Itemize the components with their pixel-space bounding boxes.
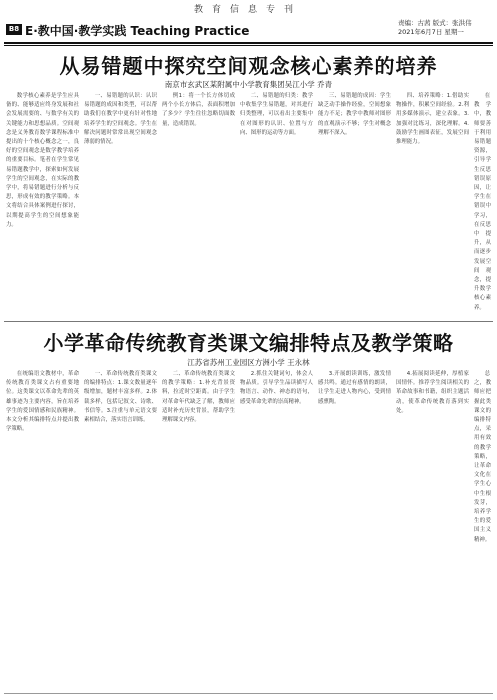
page-number-badge: B8 [6, 24, 22, 35]
article2-column [396, 370, 469, 690]
header-rule [4, 42, 493, 44]
article1-column [474, 92, 491, 318]
paragraph: 二、易错题的归类：教学中收集学生易错题，对其进行归类整理，可以看出主要集中在对图形的认识、位置与方向、图形的运动等方面。 [240, 93, 313, 136]
date-line: 2021年6月7日 星期一 [398, 28, 464, 36]
article2-column [318, 370, 391, 690]
paragraph: 数学核心素养是学生应具备的、能够适应终身发展和社会发展需要的、与数学有关的关键能力和思想品质。空间观念是义务教育数学课程标准中提出的十个核心概念之一，良好的空间观念是数学教学培养的重要目标。笔者在学生常见易错题教学中，探索如何发展学生的空间观念，在实际的教学中，将易错题进行分析与反思，形成有效的教学策略。本文将结合具体案例进行探讨，以期提高学生的空间想象能力。 [6, 93, 79, 228]
article2-column [162, 370, 235, 690]
footer-rule [4, 693, 493, 694]
article-divider [4, 321, 493, 322]
article2-column [84, 370, 157, 690]
article1-column [240, 92, 313, 318]
paragraph: 3.开展朗读训练，激发情感共鸣。通过有感情的朗读，让学生走进人物内心，受到情感熏陶。 [318, 371, 391, 405]
article2-column [6, 370, 79, 690]
article1-column [396, 92, 469, 318]
article1-column [318, 92, 391, 318]
page-meta [398, 19, 493, 37]
article2-title: 小学革命传统教育类课文编排特点及教学策略 [43, 331, 454, 355]
paragraph: 总之，教师应把握此类课文的编排特点，采用有效的教学策略，让革命文化在学生心中生根发芽，培养学生的爱国主义精神。 [474, 371, 491, 543]
article2-column [240, 370, 313, 690]
paragraph: 例1：将一个长方体切成两个小长方体后，表面积增加了多少？学生往往忽略切面数量，造成错误。 [162, 93, 235, 127]
paragraph: 三、易错题的成因：学生缺乏动手操作经验，空间想象能力不足；教学中教师对图形的直观演示不够；学生对概念理解不深入。 [318, 93, 391, 136]
paragraph: 4.拓展阅读延伸，厚植家国情怀。推荐学生阅读相关的革命故事和书籍，组织主题活动，使革命传统教育落到实处。 [396, 371, 469, 414]
editors-line: 责编：古茜 版式：张洪伟 [398, 19, 472, 27]
article1-column [6, 92, 79, 318]
paragraph: 在教学中，教师要善于利用易错题资源，引导学生反思错误原因，让学生在错误中学习，在反思中提升，从而逐步发展空间观念，提升数学核心素养。 [474, 93, 491, 311]
paragraph: 二、革命传统教育类课文的教学策略：1.补充背景资料，拉近时空距离。由于学生对革命年代缺乏了解，教师应适时补充历史背景，帮助学生理解课文内容。 [162, 371, 235, 424]
article1-author: 南京市玄武区某附属中小学教育集团吴江小学 乔青 [164, 80, 333, 89]
article1-column [84, 92, 157, 318]
article1-column [162, 92, 235, 318]
article2-author: 江苏省苏州工业园区方洲小学 王永林 [187, 358, 310, 367]
paragraph: 在统编语文教材中，革命传统教育类课文占有重要地位。这类课文以革命先辈的英雄事迹为主要内容，旨在培养学生的爱国情感和民族精神。本文分析其编排特点并提出教学策略。 [6, 371, 79, 433]
section-title: E·教中国·教学实践 Teaching Practice [25, 24, 250, 38]
paragraph: 四、培养策略：1.借助实物操作，积累空间经验。2.利用多媒体演示，建立表象。3.加强对比练习，深化理解。4.鼓励学生画图表征，发展空间推理能力。 [396, 93, 469, 146]
paragraph: 2.抓住关键词句，体会人物品质。引导学生品读描写人物语言、动作、神态的语句，感受革命先辈的崇高精神。 [240, 371, 313, 405]
header-rule-thin [4, 45, 493, 46]
paragraph: 一、革命传统教育类课文的编排特点：1.课文数量逐年级增加，题材丰富多样。2.体裁多样，包括记叙文、诗歌、书信等。3.注重与单元语文要素相结合，落实语言训练。 [84, 371, 157, 424]
article1-title: 从易错题中探究空间观念核心素养的培养 [59, 54, 438, 78]
newspaper-banner: 教育信息专刊 [193, 5, 302, 15]
paragraph: 一、易错题的认识：认识易错题的成因和类型，可以帮助我们在教学中更有针对性地培养学生的空间观念。学生在解决问题时常常出现空间观念薄弱的情况。 [84, 93, 157, 146]
article2-column [474, 370, 491, 690]
